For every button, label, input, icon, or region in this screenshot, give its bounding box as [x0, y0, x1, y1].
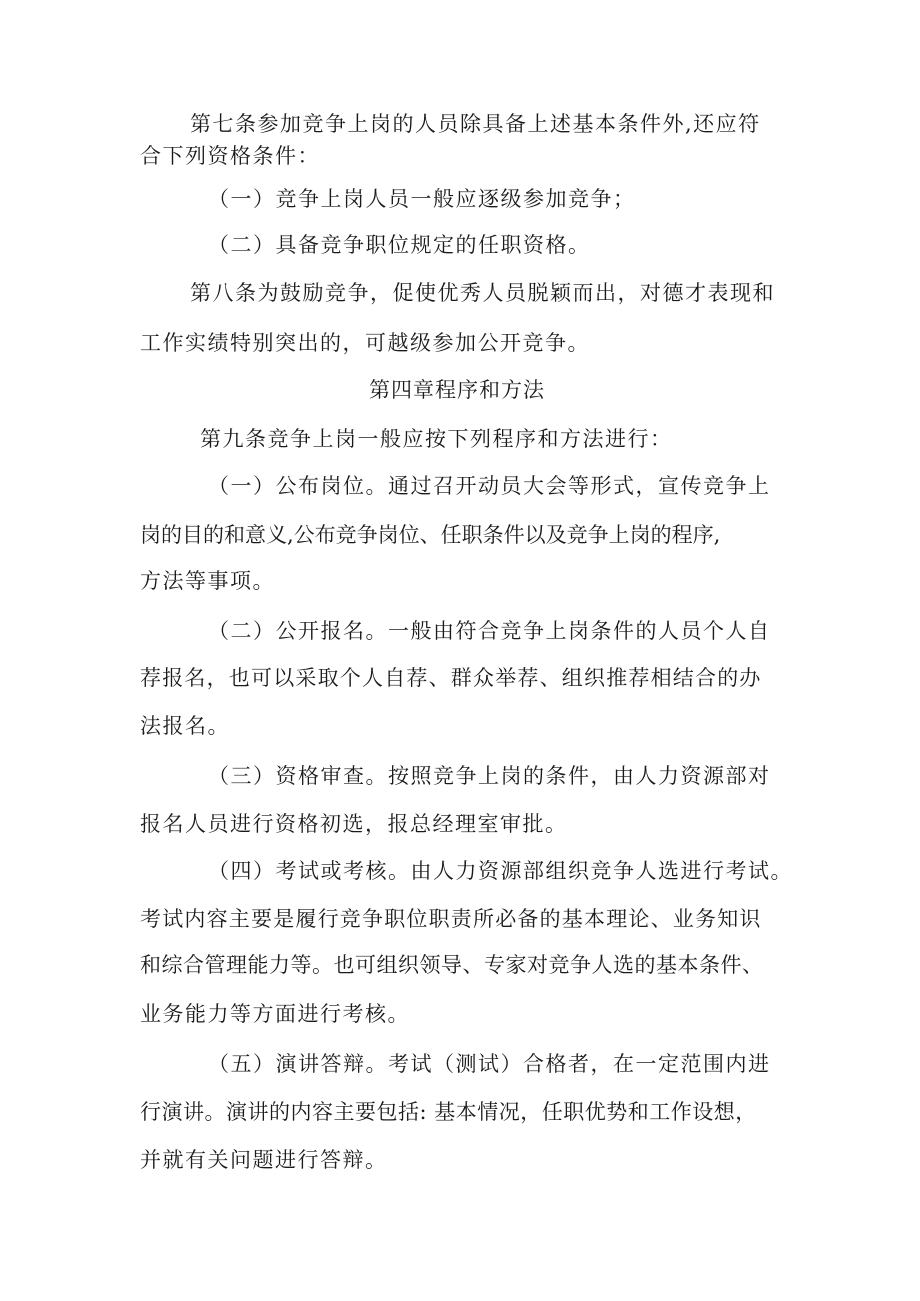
article8-line2: 工作实绩特别突出的，可越级参加公开竞争。 — [140, 331, 590, 355]
item5-line2: 行演讲。演讲的内容主要包括: 基本情况，任职优势和工作设想， — [140, 1100, 757, 1124]
article7-item1: （一）竞争上岗人员一般应逐级参加竞争； — [208, 187, 636, 211]
item5-line3: 并就有关问题进行答辩。 — [140, 1148, 388, 1172]
item3-line1: （三）资格审查。按照竞争上岗的条件，由人力资源部对 — [208, 764, 771, 788]
chapter-title: 第四章程序和方法 — [369, 378, 545, 402]
item4-line1: （四）考试或考核。由人力资源部组织竞争人选进行考试。 — [208, 859, 793, 883]
item1-line1: （一）公布岗位。通过召开动员大会等形式，宣传竞争上 — [208, 474, 771, 498]
item1-line3: 方法等事项。 — [140, 569, 275, 593]
item2-line3: 法报名。 — [140, 714, 230, 738]
item2-line2: 荐报名，也可以采取个人自荐、群众举荐、组织推荐相结合的办 — [140, 666, 762, 690]
item3-line2: 报名人员进行资格初选，报总经理室审批。 — [140, 812, 568, 836]
item2-line1: （二）公开报名。一般由符合竞争上岗条件的人员个人自 — [208, 619, 771, 643]
article7-item2: （二）具备竞争职位规定的任职资格。 — [208, 233, 591, 257]
item1-line2: 岗的目的和意义,公布竞争岗位、任职条件以及竞争上岗的程序, — [140, 523, 721, 547]
item4-line2: 考试内容主要是履行竞争职位职责所必备的基本理论、业务知识 — [140, 907, 762, 931]
item4-line3: 和综合管理能力等。也可组织领导、专家对竞争人选的基本条件、 — [140, 953, 764, 977]
item5-line1: （五）演讲答辩。考试（测试）合格者，在一定范围内进 — [208, 1052, 771, 1076]
article7-line2: 合下列资格条件： — [140, 144, 320, 168]
item4-line4: 业务能力等方面进行考核。 — [140, 1002, 410, 1026]
article7-line1: 第七条参加竞争上岗的人员除具备上述基本条件外,还应符 — [190, 112, 761, 136]
article8-line1: 第八条为鼓励竞争，促使优秀人员脱颖而出，对德才表现和 — [190, 281, 775, 305]
article9-intro: 第九条竞争上岗一般应按下列程序和方法进行： — [200, 427, 673, 451]
